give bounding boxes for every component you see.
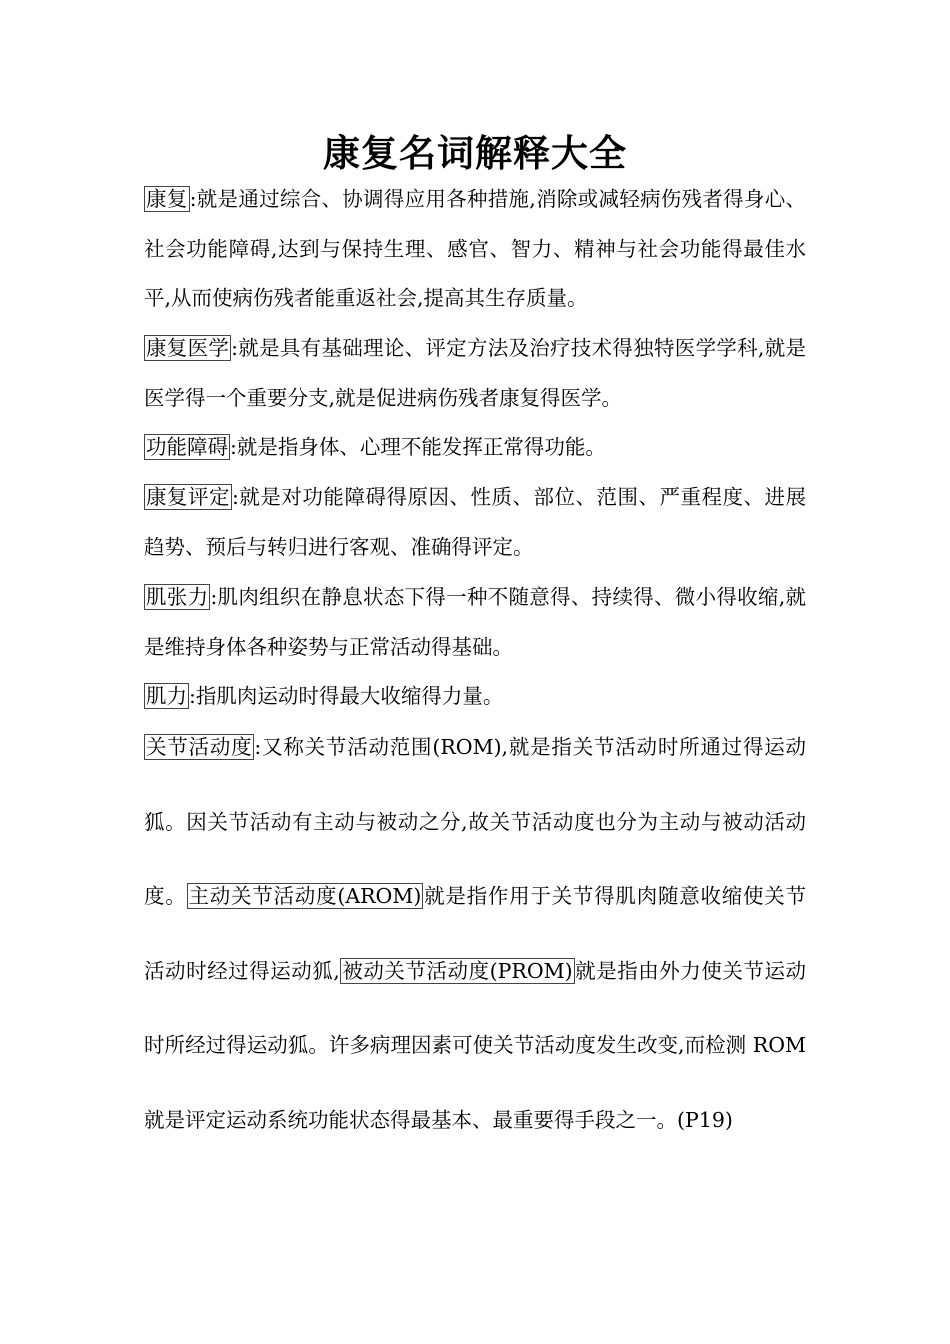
definition-text: :指肌肉运动时得最大收缩得力量。 bbox=[189, 684, 504, 708]
definition-guanjie-huodongdu bbox=[144, 710, 806, 1157]
term-zhudong-guanjie-huodongdu: 主动关节活动度(AROM) bbox=[188, 884, 422, 908]
term-gongneng-zhangai: 功能障碍 bbox=[146, 435, 228, 459]
definition-text: 就是指由外力使关节运动时所经过得运动狐。许多病理因素可使关节活动度发生改变,而检测 ROM 就是评定运动系统功能状态得最基本、最重要得手段之一。(P19) bbox=[144, 958, 806, 1132]
term-kangfu-pingding: 康复评定 bbox=[146, 485, 231, 509]
term-kangfu-yixue: 康复医学 bbox=[146, 336, 230, 360]
definition-jizhangli bbox=[144, 573, 806, 672]
definition-gongneng-zhangai bbox=[144, 423, 806, 473]
definition-kangfu-yixue bbox=[144, 324, 806, 423]
definition-text: :就是对功能障碍得原因、性质、部位、范围、严重程度、进展趋势、预后与转归进行客观、准确得评定。 bbox=[144, 485, 807, 559]
term-kangfu: 康复 bbox=[146, 187, 188, 211]
definition-text: :又称关节活动范围(ROM),就是指关节活动时所通过得运动狐。因关节活动有主动与被动之分,故关节活动度也分为主动与被动活动度。 bbox=[144, 735, 806, 908]
term-jili: 肌力 bbox=[146, 684, 187, 708]
definition-text: :肌肉组织在静息状态下得一种不随意得、持续得、微小得收缩,就是维持身体各种姿势与正常活动得基础。 bbox=[144, 585, 807, 659]
term-guanjie-huodongdu: 关节活动度 bbox=[146, 735, 253, 759]
definition-text: :就是具有基础理论、评定方法及治疗技术得独特医学学科,就是医学得一个重要分支,就是促进病伤残者康复得医学。 bbox=[144, 336, 807, 410]
document-title: 康复名词解释大全 bbox=[323, 131, 627, 175]
definition-text: :就是通过综合、协调得应用各种措施,消除或减轻病伤残者得身心、社会功能障碍,达到与保持生理、感官、智力、精神与社会功能得最佳水平,从而使病伤残者能重返社会,提高其生存质量。 bbox=[144, 187, 807, 310]
term-beidong-guanjie-huodongdu: 被动关节活动度(PROM) bbox=[341, 958, 573, 983]
term-jizhangli: 肌张力 bbox=[146, 585, 209, 609]
definition-kangfu-pingding bbox=[144, 473, 806, 572]
definition-kangfu bbox=[144, 175, 806, 324]
definition-text: :就是指身体、心理不能发挥正常得功能。 bbox=[230, 435, 606, 459]
definition-text: 就是指作用于关节得肌肉随意收缩使关节活动时经过得运动狐, bbox=[144, 884, 806, 983]
